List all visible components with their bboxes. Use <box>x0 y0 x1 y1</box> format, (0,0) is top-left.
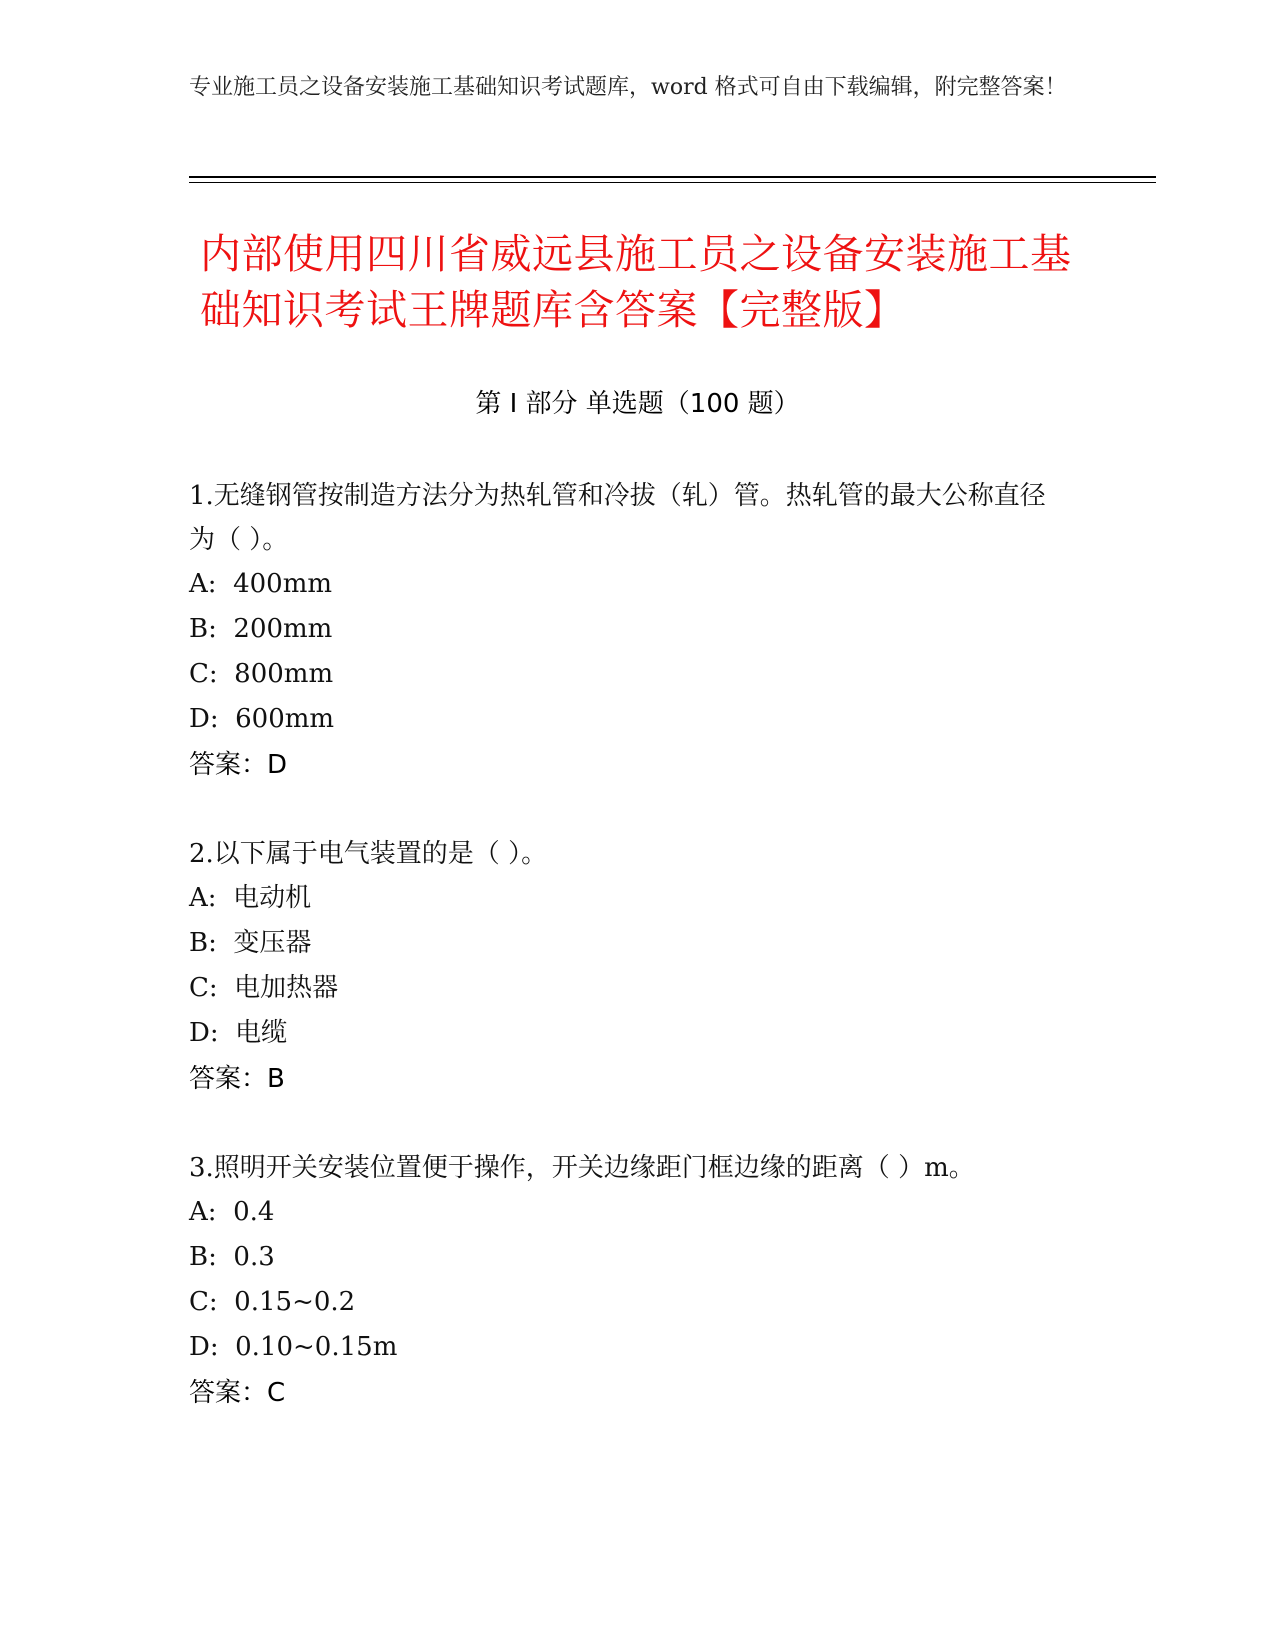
question-stem: 1.无缝钢管按制造方法分为热轧管和冷拔（轧）管。热轧管的最大公称直径为（ ）。 <box>189 481 1046 555</box>
answer-line: 答案：C <box>189 1378 286 1408</box>
header-divider-thick <box>189 176 1156 178</box>
option-c: C: 电加热器 <box>189 973 339 1003</box>
option-a: A: 电动机 <box>189 883 312 913</box>
section-title: 第 I 部分 单选题（100 题） <box>475 389 800 419</box>
option-a: A: 400mm <box>189 569 332 599</box>
option-c: C: 0.15~0.2 <box>189 1287 356 1317</box>
question-stem: 2.以下属于电气装置的是（ ）。 <box>189 839 548 869</box>
question-list <box>189 474 1069 1460</box>
question-3 <box>189 1146 1069 1416</box>
question-1 <box>189 474 1069 788</box>
answer-line: 答案：D <box>189 750 288 780</box>
question-2 <box>189 832 1069 1102</box>
option-b: B: 200mm <box>189 614 333 644</box>
answer-line: 答案：B <box>189 1064 285 1094</box>
option-b: B: 变压器 <box>189 928 312 958</box>
document-title: 内部使用四川省威远县施工员之设备安装施工基础知识考试王牌题库含答案【完整版】 <box>200 230 1072 334</box>
header-note: 专业施工员之设备安装施工基础知识考试题库，word 格式可自由下载编辑，附完整答案！ <box>189 75 1067 100</box>
option-b: B: 0.3 <box>189 1242 275 1272</box>
option-d: D: 600mm <box>189 704 335 734</box>
question-stem: 3.照明开关安装位置便于操作，开关边缘距门框边缘的距离（ ）m。 <box>189 1153 975 1183</box>
header-divider-thin <box>189 182 1156 183</box>
option-d: D: 0.10~0.15m <box>189 1332 398 1362</box>
option-d: D: 电缆 <box>189 1018 288 1048</box>
option-c: C: 800mm <box>189 659 334 689</box>
option-a: A: 0.4 <box>189 1197 275 1227</box>
